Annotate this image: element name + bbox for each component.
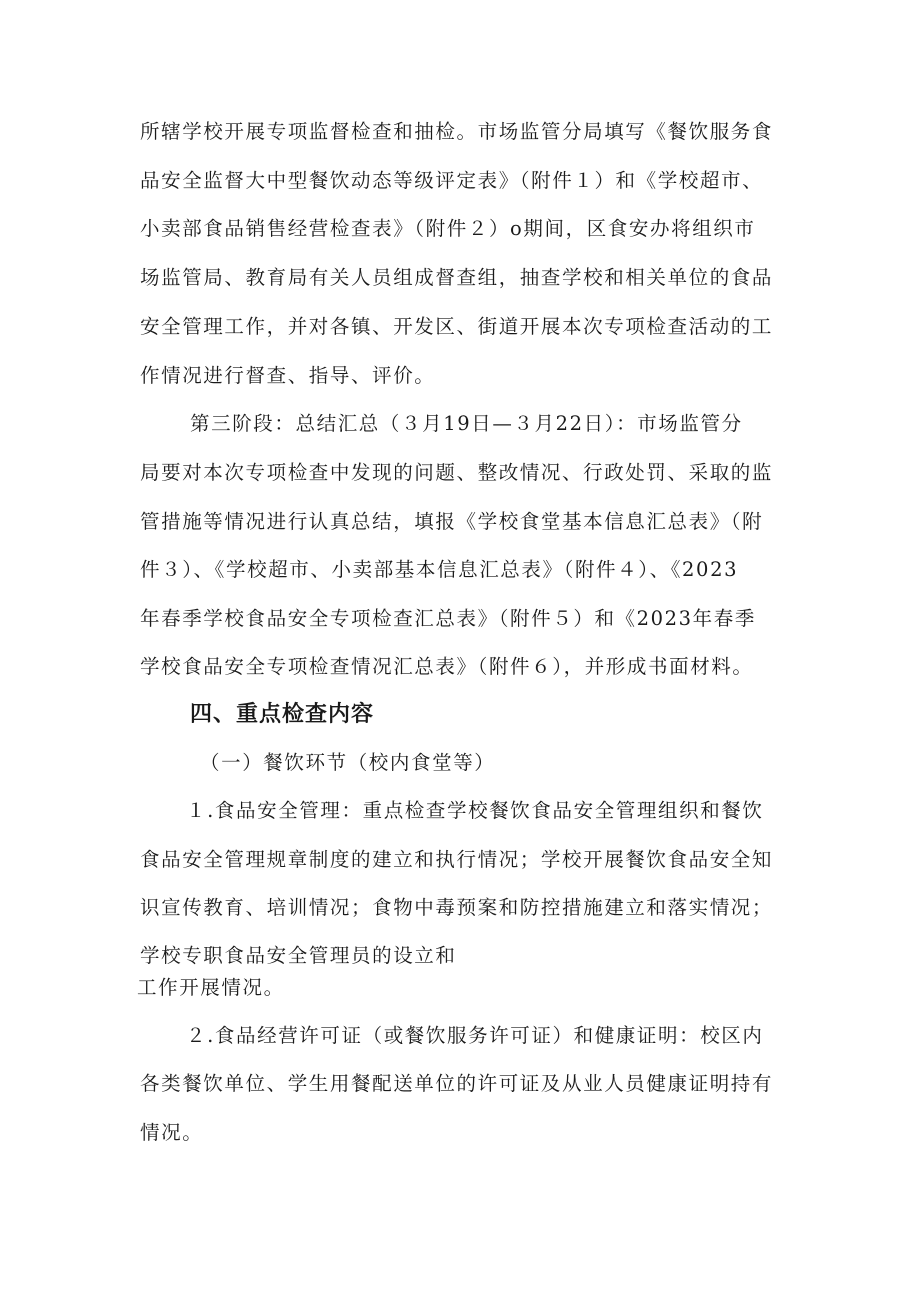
list-item-line: 识宣传教育、培训情况；食物中毒预案和防控措施建立和落实情况； bbox=[140, 896, 774, 919]
paragraph-line: 安全管理工作，并对各镇、开发区、街道开展本次专项检查活动的工 bbox=[140, 315, 774, 338]
paragraph-line: 年春季学校食品安全专项检查汇总表》（附件５）和《2023年春季 bbox=[140, 607, 756, 630]
paragraph-line: 小卖部食品销售经营检查表》（附件２）o期间，区食安办将组织市 bbox=[140, 217, 756, 240]
paragraph-line: 第三阶段：总结汇总（３月19日—３月22日）：市场监管分 bbox=[190, 412, 743, 435]
paragraph-line: 管措施等情况进行认真总结，填报《学校食堂基本信息汇总表》（附 bbox=[140, 510, 764, 533]
paragraph-line: 所辖学校开展专项监督检查和抽检。市场监管分局填写《餐饮服务食 bbox=[140, 120, 774, 143]
paragraph-line: 局要对本次专项检查中发现的问题、整改情况、行政处罚、采取的监 bbox=[140, 461, 774, 484]
subsection-heading: （一）餐饮环节（校内食堂等） bbox=[200, 751, 496, 774]
list-item-line: １.食品安全管理：重点检查学校餐饮食品安全管理组织和餐饮 bbox=[186, 799, 764, 822]
list-item-line: 食品安全管理规章制度的建立和执行情况；学校开展餐饮食品安全知 bbox=[140, 848, 774, 871]
paragraph-line: 场监管局、教育局有关人员组成督查组，抽查学校和相关单位的食品 bbox=[140, 266, 774, 289]
list-item-line: 学校专职食品安全管理员的设立和 bbox=[140, 944, 457, 967]
list-item-line: 各类餐饮单位、学生用餐配送单位的许可证及从业人员健康证明持有 bbox=[140, 1072, 774, 1095]
paragraph-line: 学校食品安全专项检查情况汇总表》（附件６），并形成书面材料。 bbox=[140, 655, 754, 678]
list-item-line: ２.食品经营许可证（或餐饮服务许可证）和健康证明：校区内 bbox=[186, 1024, 764, 1047]
paragraph-line: 件３）、《学校超市、小卖部基本信息汇总表》（附件４）、《2023 bbox=[140, 558, 739, 581]
paragraph-line: 作情况进行督查、指导、评价。 bbox=[140, 364, 436, 387]
list-item-line: 情况。 bbox=[140, 1121, 204, 1144]
section-heading: 四、重点检查内容 bbox=[190, 702, 375, 727]
list-item-line: 工作开展情况。 bbox=[137, 976, 285, 999]
paragraph-line: 品安全监督大中型餐饮动态等级评定表》（附件１）和《学校超市、 bbox=[140, 169, 764, 192]
